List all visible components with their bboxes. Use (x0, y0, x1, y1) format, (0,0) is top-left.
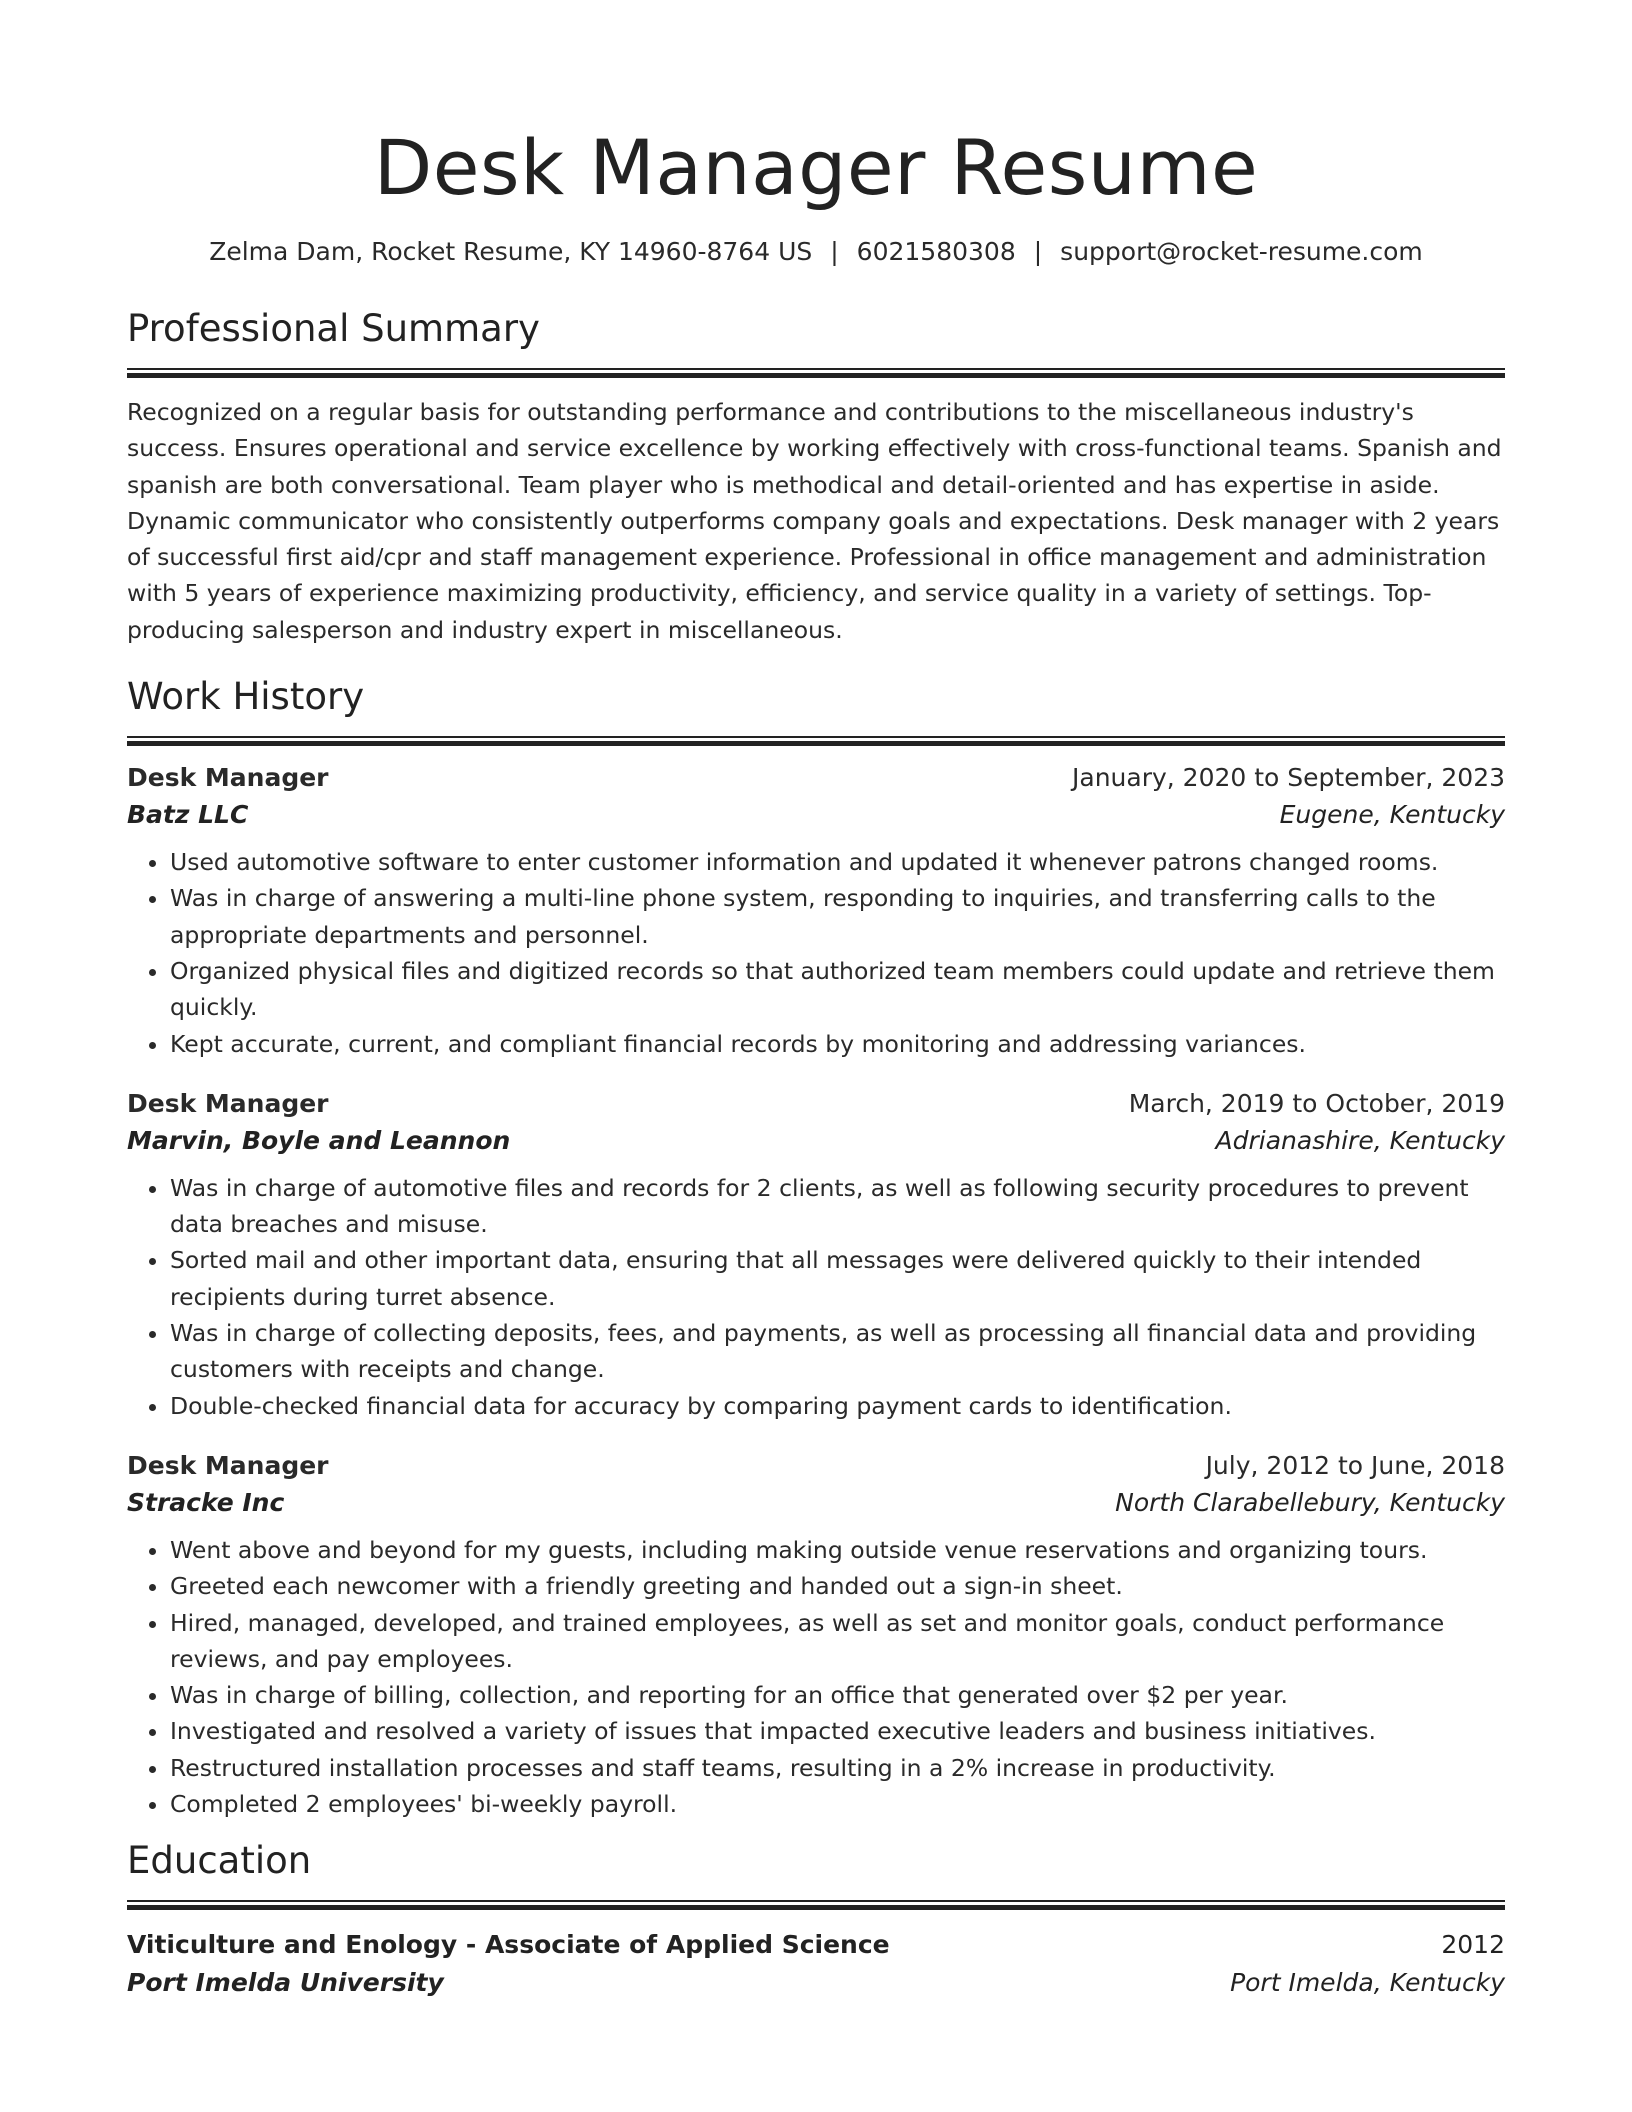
page-title: Desk Manager Resume (373, 123, 1259, 212)
job-bullets (127, 844, 1505, 1062)
section-divider (127, 1900, 1505, 1910)
contact-phone: 6021580308 (856, 237, 1016, 266)
education-location: Port Imelda, Kentucky (1230, 1968, 1505, 1998)
education-school: Port Imelda University (127, 1968, 444, 1998)
education-section (127, 1836, 1505, 2002)
summary-text: Recognized on a regular basis for outstanding performance and contributions to the miscellaneous industry's success. Ensures operational and service excellence by working effectively with cross-functional teams. Spanish and spanish are both conversational. Team player who is methodical and detail-oriented and has expertise in aside. Dynamic communicator who consistently outperforms company goals and expectations. Desk manager with 2 years of successful first aid/cpr and staff management experience. Professional in office management and administration with 5 years of experience maximizing productivity, efficiency, and service quality in a variety of settings. Top-producing salesperson and industry expert in miscellaneous. (127, 398, 1502, 644)
education-year: 2012 (1441, 1930, 1505, 1960)
job-subheader (127, 796, 1505, 834)
list-item: • Went above and beyond for my guests, including making outside venue reservations and organizing tours. (170, 1532, 1505, 1568)
list-item: • Was in charge of automotive files and records for 2 clients, as well as following security procedures to prevent data breaches and misuse. (170, 1170, 1505, 1243)
job-dates: July, 2012 to June, 2018 (1205, 1450, 1505, 1480)
list-item: • Hired, managed, developed, and trained employees, as well as set and monitor goals, conduct performance reviews, and pay employees. (170, 1605, 1505, 1678)
job-company: Stracke Inc (127, 1487, 285, 1517)
job-header (127, 760, 1505, 796)
job-entry (127, 1448, 1505, 1822)
job-subheader (127, 1122, 1505, 1160)
list-item: • Greeted each newcomer with a friendly greeting and handed out a sign-in sheet. (170, 1568, 1505, 1604)
job-company: Marvin, Boyle and Leannon (127, 1125, 511, 1155)
list-item: • Double-checked financial data for accuracy by comparing payment cards to identification. (170, 1388, 1505, 1424)
list-item: • Restructured installation processes and staff teams, resulting in a 2% increase in productivity. (170, 1750, 1505, 1786)
job-title: Desk Manager (127, 1088, 329, 1118)
education-entry (127, 1926, 1505, 2002)
job-location: North Clarabellebury, Kentucky (1115, 1487, 1505, 1517)
summary-section (127, 304, 1505, 648)
work-history-section (127, 672, 1505, 1822)
list-item: • Sorted mail and other important data, ensuring that all messages were delivered quickly to their intended recipients during turret absence. (170, 1242, 1505, 1315)
contact-address: Zelma Dam, Rocket Resume, KY 14960-8764 US (209, 237, 813, 266)
job-bullets (127, 1532, 1505, 1822)
list-item: • Kept accurate, current, and compliant financial records by monitoring and addressing variances. (170, 1026, 1505, 1062)
list-item: • Was in charge of billing, collection, and reporting for an office that generated over $2 per year. (170, 1677, 1505, 1713)
job-dates: January, 2020 to September, 2023 (1072, 763, 1505, 793)
section-divider (127, 736, 1505, 746)
list-item: • Used automotive software to enter customer information and updated it whenever patrons changed rooms. (170, 844, 1505, 880)
section-heading-summary: Professional Summary (127, 307, 540, 350)
job-subheader (127, 1484, 1505, 1522)
job-title: Desk Manager (127, 763, 329, 793)
job-location: Adrianashire, Kentucky (1215, 1125, 1505, 1155)
contact-line (127, 234, 1505, 270)
section-divider (127, 368, 1505, 378)
list-item: • Completed 2 employees' bi-weekly payroll. (170, 1786, 1505, 1822)
job-entry (127, 760, 1505, 1062)
education-degree: Viticulture and Enology - Associate of Applied Science (127, 1930, 890, 1960)
job-header (127, 1448, 1505, 1484)
job-bullets (127, 1170, 1505, 1424)
contact-separator: | (1033, 237, 1043, 266)
section-heading-education: Education (127, 1839, 312, 1883)
list-item: • Investigated and resolved a variety of issues that impacted executive leaders and business initiatives. (170, 1713, 1505, 1749)
education-header (127, 1926, 1505, 1964)
job-title: Desk Manager (127, 1450, 329, 1480)
job-company: Batz LLC (127, 800, 249, 830)
job-location: Eugene, Kentucky (1279, 800, 1505, 830)
job-entry (127, 1086, 1505, 1424)
contact-email: support@rocket-resume.com (1060, 237, 1423, 266)
list-item: • Was in charge of answering a multi-line phone system, responding to inquiries, and transferring calls to the appropriate departments and personnel. (170, 880, 1505, 953)
job-header (127, 1086, 1505, 1122)
list-item: • Was in charge of collecting deposits, fees, and payments, as well as processing all financial data and providing customers with receipts and change. (170, 1315, 1505, 1388)
education-subheader (127, 1964, 1505, 2002)
contact-separator: | (830, 237, 839, 266)
list-item: • Organized physical files and digitized records so that authorized team members could update and retrieve them quickly. (170, 953, 1505, 1026)
job-dates: March, 2019 to October, 2019 (1128, 1088, 1505, 1118)
section-heading-work-history: Work History (127, 675, 365, 719)
